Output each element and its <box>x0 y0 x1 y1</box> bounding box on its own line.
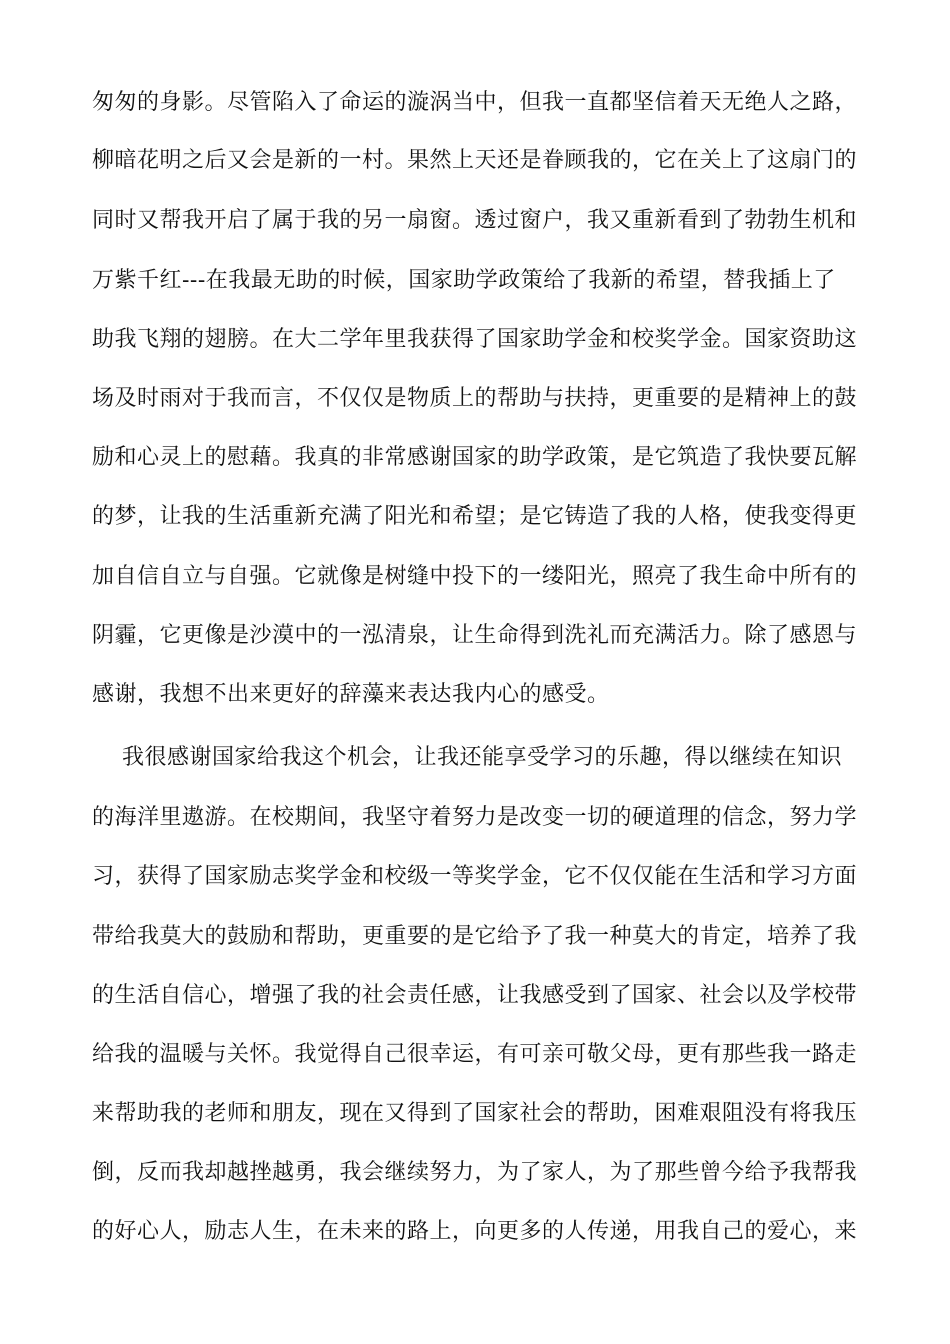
paragraph-2-line: 习，获得了国家励志奖学金和校级一等奖学金，它不仅仅能在生活和学习方面 <box>92 864 858 889</box>
paragraph-1-line: 励和心灵上的慰藉。我真的非常感谢国家的助学政策，是它筑造了我快要瓦解 <box>92 445 858 470</box>
paragraph-2-line: 给我的温暖与关怀。我觉得自己很幸运，有可亲可敬父母，更有那些我一路走 <box>92 1042 858 1067</box>
paragraph-2-line: 的好心人，励志人生，在未来的路上，向更多的人传递，用我自己的爱心，来 <box>92 1219 858 1244</box>
paragraph-1-line: 万紫千红---在我最无助的时候，国家助学政策给了我新的希望，替我插上了 <box>92 268 836 293</box>
paragraph-2-line: 来帮助我的老师和朋友，现在又得到了国家社会的帮助，困难艰阻没有将我压 <box>92 1101 858 1126</box>
paragraph-2-line: 的生活自信心，增强了我的社会责任感，让我感受到了国家、社会以及学校带 <box>92 983 858 1008</box>
paragraph-2-line: 的海洋里遨游。在校期间，我坚守着努力是改变一切的硬道理的信念，努力学 <box>92 805 858 830</box>
paragraph-1-line: 匆匆的身影。尽管陷入了命运的漩涡当中，但我一直都坚信着天无绝人之路， <box>92 90 858 115</box>
paragraph-2-line: 带给我莫大的鼓励和帮助，更重要的是它给予了我一种莫大的肯定，培养了我 <box>92 924 858 949</box>
paragraph-1-line: 助我飞翔的翅膀。在大二学年里我获得了国家助学金和校奖学金。国家资助这 <box>92 327 858 352</box>
paragraph-1-line: 柳暗花明之后又会是新的一村。果然上天还是眷顾我的，它在关上了这扇门的 <box>92 148 858 173</box>
paragraph-2-line: 倒，反而我却越挫越勇，我会继续努力，为了家人，为了那些曾今给予我帮我 <box>92 1160 858 1185</box>
paragraph-2-line: 我很感谢国家给我这个机会，让我还能享受学习的乐趣，得以继续在知识 <box>122 745 843 770</box>
paragraph-1-line: 同时又帮我开启了属于我的另一扇窗。透过窗户，我又重新看到了勃勃生机和 <box>92 208 858 233</box>
paragraph-1-line: 的梦，让我的生活重新充满了阳光和希望；是它铸造了我的人格，使我变得更 <box>92 504 858 529</box>
paragraph-1-line: 阴霾，它更像是沙漠中的一泓清泉，让生命得到洗礼而充满活力。除了感恩与 <box>92 623 858 648</box>
paragraph-1-line: 加自信自立与自强。它就像是树缝中投下的一缕阳光，照亮了我生命中所有的 <box>92 564 858 589</box>
paragraph-1-line: 场及时雨对于我而言，不仅仅是物质上的帮助与扶持，更重要的是精神上的鼓 <box>92 386 858 411</box>
paragraph-1-line: 感谢，我想不出来更好的辞藻来表达我内心的感受。 <box>92 682 610 707</box>
